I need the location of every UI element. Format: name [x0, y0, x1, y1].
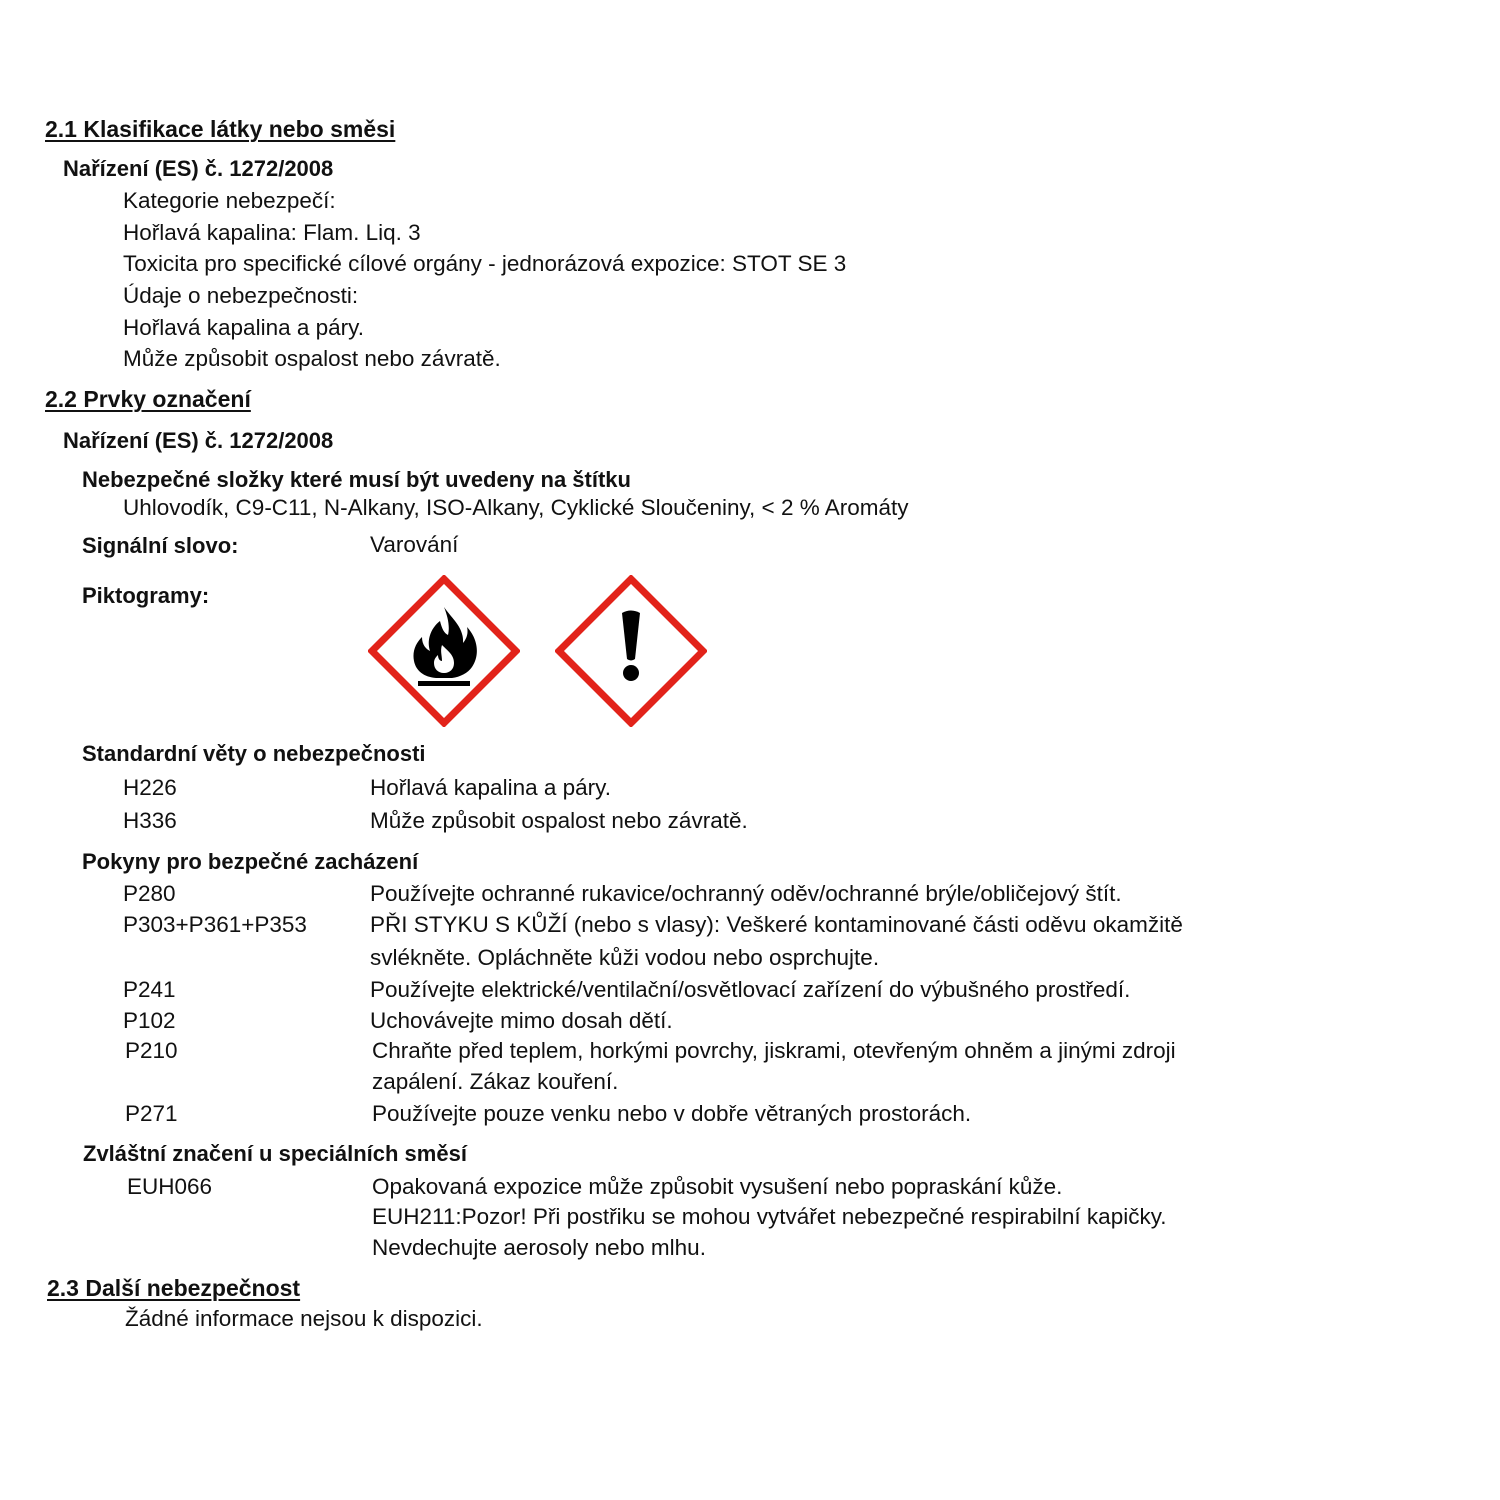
hazard-statements-heading: Standardní věty o nebezpečnosti	[82, 741, 426, 766]
hazard-code: H226	[123, 775, 177, 800]
precaution-code: P102	[123, 1008, 176, 1033]
precaution-code: P271	[125, 1101, 178, 1126]
signal-word-label: Signální slovo:	[82, 533, 239, 558]
classification-line: Toxicita pro specifické cílové orgány - jednorázová expozice: STOT SE 3	[123, 251, 847, 276]
precaution-code: P303+P361+P353	[123, 912, 307, 937]
classification-line: Může způsobit ospalost nebo závratě.	[123, 346, 501, 371]
hazard-code: H336	[123, 808, 177, 833]
precaution-text-continued: svlékněte. Opláchněte kůži vodou nebo osprchujte.	[370, 945, 880, 970]
precaution-text: Používejte elektrické/ventilační/osvětlovací zařízení do výbušného prostředí.	[370, 977, 1131, 1002]
special-text: Nevdechujte aerosoly nebo mlhu.	[372, 1235, 706, 1260]
precaution-text-continued: zapálení. Zákaz kouření.	[372, 1069, 619, 1094]
special-text: Opakovaná expozice může způsobit vysušení nebo popraskání kůže.	[372, 1174, 1063, 1199]
section-2-3-heading: 2.3 Další nebezpečnost	[47, 1275, 301, 1301]
special-labelling-heading: Zvláštní značení u speciálních směsí	[83, 1141, 467, 1166]
signal-word-value: Varování	[370, 532, 459, 557]
classification-line: Hořlavá kapalina a páry.	[123, 315, 364, 340]
ghs07-exclamation-icon	[555, 575, 707, 727]
precaution-text: Používejte ochranné rukavice/ochranný oděv/ochranné brýle/obličejový štít.	[370, 881, 1122, 906]
precaution-text: PŘI STYKU S KŮŽÍ (nebo s vlasy): Veškeré kontaminované části oděvu okamžitě	[370, 912, 1183, 937]
hazard-text: Může způsobit ospalost nebo závratě.	[370, 808, 748, 833]
special-code: EUH066	[127, 1174, 213, 1199]
ghs02-flame-icon	[368, 575, 520, 727]
section-2-1-heading: 2.1 Klasifikace látky nebo směsi	[45, 116, 396, 142]
components-heading: Nebezpečné složky které musí být uvedeny na štítku	[82, 467, 631, 492]
precaution-code: P280	[123, 881, 176, 906]
classification-line: Hořlavá kapalina: Flam. Liq. 3	[123, 220, 421, 245]
special-text: EUH211:Pozor! Při postřiku se mohou vytvářet nebezpečné respirabilní kapičky.	[372, 1204, 1167, 1229]
classification-line: Kategorie nebezpečí:	[123, 188, 336, 213]
precaution-text: Uchovávejte mimo dosah dětí.	[370, 1008, 673, 1033]
section-2-1-regulation: Nařízení (ES) č. 1272/2008	[63, 156, 334, 181]
precaution-code: P241	[123, 977, 176, 1002]
precaution-text: Používejte pouze venku nebo v dobře větraných prostorách.	[372, 1101, 972, 1126]
section-2-2-heading: 2.2 Prvky označení	[45, 386, 251, 412]
components-text: Uhlovodík, C9-C11, N-Alkany, ISO-Alkany, Cyklické Sloučeniny, < 2 % Aromáty	[123, 495, 909, 520]
precaution-code: P210	[125, 1038, 178, 1063]
precaution-statements-heading: Pokyny pro bezpečné zacházení	[82, 849, 419, 874]
hazard-text: Hořlavá kapalina a páry.	[370, 775, 611, 800]
section-2-2-regulation: Nařízení (ES) č. 1272/2008	[63, 428, 334, 453]
precaution-text: Chraňte před teplem, horkými povrchy, jiskrami, otevřeným ohněm a jinými zdroji	[372, 1038, 1176, 1063]
other-hazards-text: Žádné informace nejsou k dispozici.	[125, 1306, 483, 1331]
pictograms-label: Piktogramy:	[82, 583, 210, 608]
classification-line: Údaje o nebezpečnosti:	[123, 283, 359, 308]
